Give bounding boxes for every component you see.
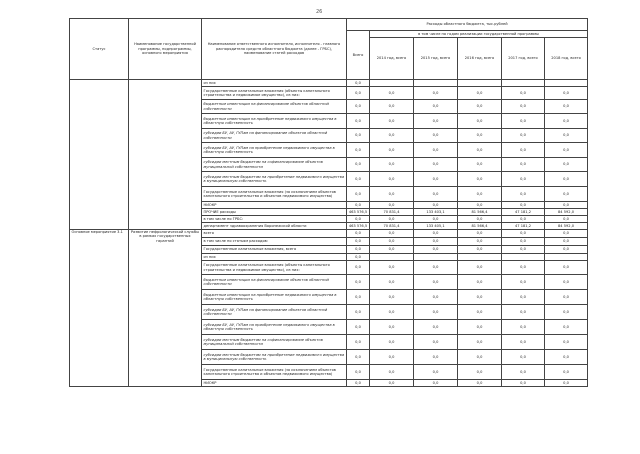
value-year: 0,0 <box>545 100 588 114</box>
value-year: 84 592,0 <box>545 223 588 230</box>
program-cell <box>129 80 202 230</box>
value-year: 0,0 <box>458 290 502 305</box>
value-year: 0,0 <box>414 216 458 223</box>
value-year: 0,0 <box>414 350 458 365</box>
value-year: 0,0 <box>370 100 414 114</box>
value-year: 0,0 <box>414 143 458 158</box>
value-year: 0,0 <box>414 290 458 305</box>
value-year <box>545 80 588 87</box>
program-cell: Развитие нефрологической службы в рамках государственных гарантий <box>129 230 202 387</box>
value-year: 0,0 <box>414 365 458 380</box>
value-total: 0,0 <box>347 143 370 158</box>
expense-item-name: ПРОЧИЕ расходы <box>202 209 347 216</box>
value-total: 0,0 <box>347 100 370 114</box>
expense-item-name: в том числе по ГРБС: <box>202 216 347 223</box>
value-year: 0,0 <box>458 158 502 172</box>
value-year: 0,0 <box>370 172 414 187</box>
value-total: 0,0 <box>347 246 370 254</box>
value-total: 0,0 <box>347 129 370 143</box>
value-year: 0,0 <box>458 350 502 365</box>
page-number: 26 <box>316 9 323 15</box>
value-year: 0,0 <box>502 202 545 209</box>
table-row <box>70 230 588 238</box>
value-year: 0,0 <box>502 158 545 172</box>
value-total: 0,0 <box>347 305 370 320</box>
value-year: 0,0 <box>370 230 414 238</box>
value-total: 0,0 <box>347 335 370 350</box>
value-year: 0,0 <box>414 172 458 187</box>
value-year: 0,0 <box>502 216 545 223</box>
value-year: 0,0 <box>370 335 414 350</box>
value-year: 0,0 <box>545 246 588 254</box>
value-year: 0,0 <box>545 158 588 172</box>
value-year: 0,0 <box>370 238 414 246</box>
value-year: 0,0 <box>502 290 545 305</box>
value-year: 0,0 <box>414 261 458 275</box>
value-year: 0,0 <box>545 380 588 387</box>
value-year: 0,0 <box>545 261 588 275</box>
value-year: 0,0 <box>414 87 458 100</box>
expense-item-name: из них <box>202 80 347 87</box>
value-year <box>414 254 458 261</box>
expense-item-name: субсидии местным бюджетам на приобретение недвижимого имущества в муниципальную собственность <box>202 172 347 187</box>
expense-item-name: Государственные капитальные вложения (за исключением объектов капитального строительства и объектов недвижимого имущества) <box>202 365 347 380</box>
value-year: 0,0 <box>370 143 414 158</box>
status-cell <box>70 80 129 230</box>
value-year: 0,0 <box>414 158 458 172</box>
value-total: 0,0 <box>347 230 370 238</box>
value-total: 0,0 <box>347 80 370 87</box>
value-year: 0,0 <box>414 320 458 335</box>
value-year <box>414 80 458 87</box>
value-year: 0,0 <box>370 380 414 387</box>
value-year: 0,0 <box>458 87 502 100</box>
value-year: 0,0 <box>545 114 588 129</box>
value-year: 0,0 <box>502 320 545 335</box>
value-year: 0,0 <box>370 350 414 365</box>
value-year: 0,0 <box>370 216 414 223</box>
value-year: 0,0 <box>458 100 502 114</box>
value-year: 0,0 <box>545 305 588 320</box>
value-year: 0,0 <box>458 187 502 202</box>
value-year: 0,0 <box>414 246 458 254</box>
value-total: 0,0 <box>347 87 370 100</box>
budget-table <box>69 18 588 387</box>
expense-item-name: всего <box>202 230 347 238</box>
value-total: 0,0 <box>347 365 370 380</box>
value-total: 0,0 <box>347 216 370 223</box>
value-year: 0,0 <box>414 100 458 114</box>
value-year: 0,0 <box>545 335 588 350</box>
header-year-2018: 2018 год, всего <box>545 38 588 80</box>
value-year: 0,0 <box>458 202 502 209</box>
value-year <box>545 254 588 261</box>
value-total: 463 576,5 <box>347 223 370 230</box>
value-year: 0,0 <box>370 365 414 380</box>
expense-item-name: бюджетные инвестиции на приобретение недвижимого имущества в областную собственность <box>202 290 347 305</box>
header-in-total-by-years: в том числе по годам реализации государственной программы <box>370 31 588 38</box>
value-year: 0,0 <box>458 114 502 129</box>
value-year: 0,0 <box>502 187 545 202</box>
value-year <box>370 254 414 261</box>
value-year: 0,0 <box>545 187 588 202</box>
value-total: 0,0 <box>347 238 370 246</box>
table-row <box>70 80 588 87</box>
value-year: 0,0 <box>458 261 502 275</box>
value-year: 0,0 <box>370 187 414 202</box>
value-year: 0,0 <box>458 305 502 320</box>
value-total: 0,0 <box>347 202 370 209</box>
value-total: 0,0 <box>347 320 370 335</box>
value-year: 47 181,2 <box>502 223 545 230</box>
value-year: 0,0 <box>458 246 502 254</box>
value-year: 0,0 <box>414 187 458 202</box>
value-year: 0,0 <box>545 350 588 365</box>
value-total: 0,0 <box>347 172 370 187</box>
value-total: 0,0 <box>347 380 370 387</box>
value-year: 0,0 <box>458 216 502 223</box>
value-year: 0,0 <box>502 172 545 187</box>
value-year <box>458 80 502 87</box>
value-year: 0,0 <box>458 129 502 143</box>
value-total: 0,0 <box>347 254 370 261</box>
value-year: 0,0 <box>414 275 458 290</box>
table-body <box>70 80 588 387</box>
expense-item-name: Государственные капитальные вложения (за исключением объектов капитального строительства и объектов недвижимого имущества) <box>202 187 347 202</box>
value-total: 0,0 <box>347 187 370 202</box>
value-total: 0,0 <box>347 261 370 275</box>
value-year: 0,0 <box>458 143 502 158</box>
value-year: 0,0 <box>545 365 588 380</box>
value-year: 0,0 <box>458 320 502 335</box>
expense-item-name: субсидии местным бюджетам на софинансирование объектов муниципальной собственности <box>202 158 347 172</box>
value-year: 0,0 <box>502 246 545 254</box>
value-year: 0,0 <box>414 129 458 143</box>
header-year-2017: 2017 год, всего <box>502 38 545 80</box>
value-year: 0,0 <box>545 230 588 238</box>
value-year: 0,0 <box>414 380 458 387</box>
value-year: 0,0 <box>502 129 545 143</box>
value-year: 0,0 <box>545 216 588 223</box>
value-year: 81 566,4 <box>458 223 502 230</box>
value-total: 0,0 <box>347 350 370 365</box>
header-executor: Наименование ответственного исполнителя, исполнителя - главного распорядителя средств областного бюджета (далее - ГРБС), наименование статей расходов <box>202 19 347 80</box>
value-total: 0,0 <box>347 290 370 305</box>
value-year: 0,0 <box>370 320 414 335</box>
value-total: 463 576,5 <box>347 209 370 216</box>
value-year: 0,0 <box>458 172 502 187</box>
expense-item-name: бюджетные инвестиции на финансирование объектов областной собственности <box>202 275 347 290</box>
value-year: 133 403,1 <box>414 209 458 216</box>
value-year: 0,0 <box>502 100 545 114</box>
value-year <box>370 80 414 87</box>
value-year: 0,0 <box>370 246 414 254</box>
value-year <box>502 254 545 261</box>
value-year: 0,0 <box>502 275 545 290</box>
value-year: 70 831,4 <box>370 209 414 216</box>
value-year: 0,0 <box>502 380 545 387</box>
value-year: 0,0 <box>545 238 588 246</box>
value-year: 0,0 <box>502 87 545 100</box>
value-year: 47 181,2 <box>502 209 545 216</box>
value-year: 0,0 <box>545 290 588 305</box>
expense-item-name: субсидии местным бюджетам на приобретение недвижимого имущества в муниципальную собственность <box>202 350 347 365</box>
value-year: 0,0 <box>458 365 502 380</box>
header-year-2016: 2016 год, всего <box>458 38 502 80</box>
value-total: 0,0 <box>347 158 370 172</box>
value-year: 0,0 <box>414 305 458 320</box>
expense-item-name: Государственные капитальные вложения (объекты капитального строительства и недвижимое имущество), из них: <box>202 87 347 100</box>
value-year: 0,0 <box>502 238 545 246</box>
value-year: 0,0 <box>370 87 414 100</box>
header-status: Статус <box>70 19 129 80</box>
value-year: 0,0 <box>545 172 588 187</box>
value-year: 0,0 <box>458 380 502 387</box>
value-year: 0,0 <box>502 365 545 380</box>
value-year: 81 566,4 <box>458 209 502 216</box>
value-year: 0,0 <box>458 275 502 290</box>
value-year: 0,0 <box>502 350 545 365</box>
value-year: 0,0 <box>414 114 458 129</box>
value-year: 0,0 <box>370 202 414 209</box>
value-year: 0,0 <box>370 114 414 129</box>
expense-item-name: бюджетные инвестиции на финансирование объектов областной собственности <box>202 100 347 114</box>
value-year: 0,0 <box>370 261 414 275</box>
value-year: 0,0 <box>545 87 588 100</box>
expense-item-name: субсидии БУ, АУ, ГУПам на финансирование объектов областной собственности <box>202 129 347 143</box>
value-year: 0,0 <box>545 129 588 143</box>
expense-item-name: субсидии БУ, АУ, ГУПам на приобретение недвижимого имущества в областную собственность <box>202 320 347 335</box>
header-expenses: Расходы областного бюджета, тыс.рублей <box>347 19 588 31</box>
expense-item-name: субсидии БУ, АУ, ГУПам на приобретение недвижимого имущества в областную собственность <box>202 143 347 158</box>
expense-item-name: в том числе по статьям расходов: <box>202 238 347 246</box>
value-year: 0,0 <box>502 305 545 320</box>
value-year: 0,0 <box>502 230 545 238</box>
value-year: 0,0 <box>370 290 414 305</box>
header-year-2015: 2015 год, всего <box>414 38 458 80</box>
value-total: 0,0 <box>347 114 370 129</box>
header-program-name: Наименование государственной программы, подпрограммы, основного мероприятия <box>129 19 202 80</box>
expense-item-name: департамент здравоохранения Воронежской области <box>202 223 347 230</box>
expense-item-name: Государственные капитальные вложения, всего <box>202 246 347 254</box>
value-year: 0,0 <box>414 230 458 238</box>
value-year: 0,0 <box>370 275 414 290</box>
value-year: 0,0 <box>502 261 545 275</box>
value-year: 0,0 <box>414 238 458 246</box>
value-year: 133 405,1 <box>414 223 458 230</box>
value-year: 0,0 <box>502 335 545 350</box>
expense-item-name: НИОКР <box>202 202 347 209</box>
value-year: 0,0 <box>458 238 502 246</box>
value-year: 0,0 <box>458 335 502 350</box>
value-year: 0,0 <box>370 158 414 172</box>
value-total: 0,0 <box>347 275 370 290</box>
value-year: 0,0 <box>414 202 458 209</box>
value-year: 0,0 <box>458 230 502 238</box>
value-year: 0,0 <box>502 143 545 158</box>
value-year: 0,0 <box>370 129 414 143</box>
expense-item-name: субсидии БУ, АУ, ГУПам на финансирование объектов областной собственности <box>202 305 347 320</box>
expense-item-name: субсидии местным бюджетам на софинансирование объектов муниципальной собственности <box>202 335 347 350</box>
value-year: 0,0 <box>414 335 458 350</box>
value-year: 0,0 <box>545 320 588 335</box>
value-year: 0,0 <box>545 143 588 158</box>
expense-item-name: НИОКР <box>202 380 347 387</box>
value-year: 0,0 <box>502 114 545 129</box>
value-year: 0,0 <box>545 275 588 290</box>
expense-item-name: Государственные капитальные вложения (объекты капитального строительства и недвижимое имущество), из них: <box>202 261 347 275</box>
expense-item-name: бюджетные инвестиции на приобретение недвижимого имущества в областную собственность <box>202 114 347 129</box>
value-year: 0,0 <box>370 305 414 320</box>
status-cell: Основное мероприятие 3.1 <box>70 230 129 387</box>
expense-item-name: из них <box>202 254 347 261</box>
value-year: 70 831,4 <box>370 223 414 230</box>
value-year <box>502 80 545 87</box>
header-year-2014: 2014 год, всего <box>370 38 414 80</box>
value-year: 84 592,0 <box>545 209 588 216</box>
value-year: 0,0 <box>545 202 588 209</box>
value-year <box>458 254 502 261</box>
header-total: Всего <box>347 31 370 80</box>
